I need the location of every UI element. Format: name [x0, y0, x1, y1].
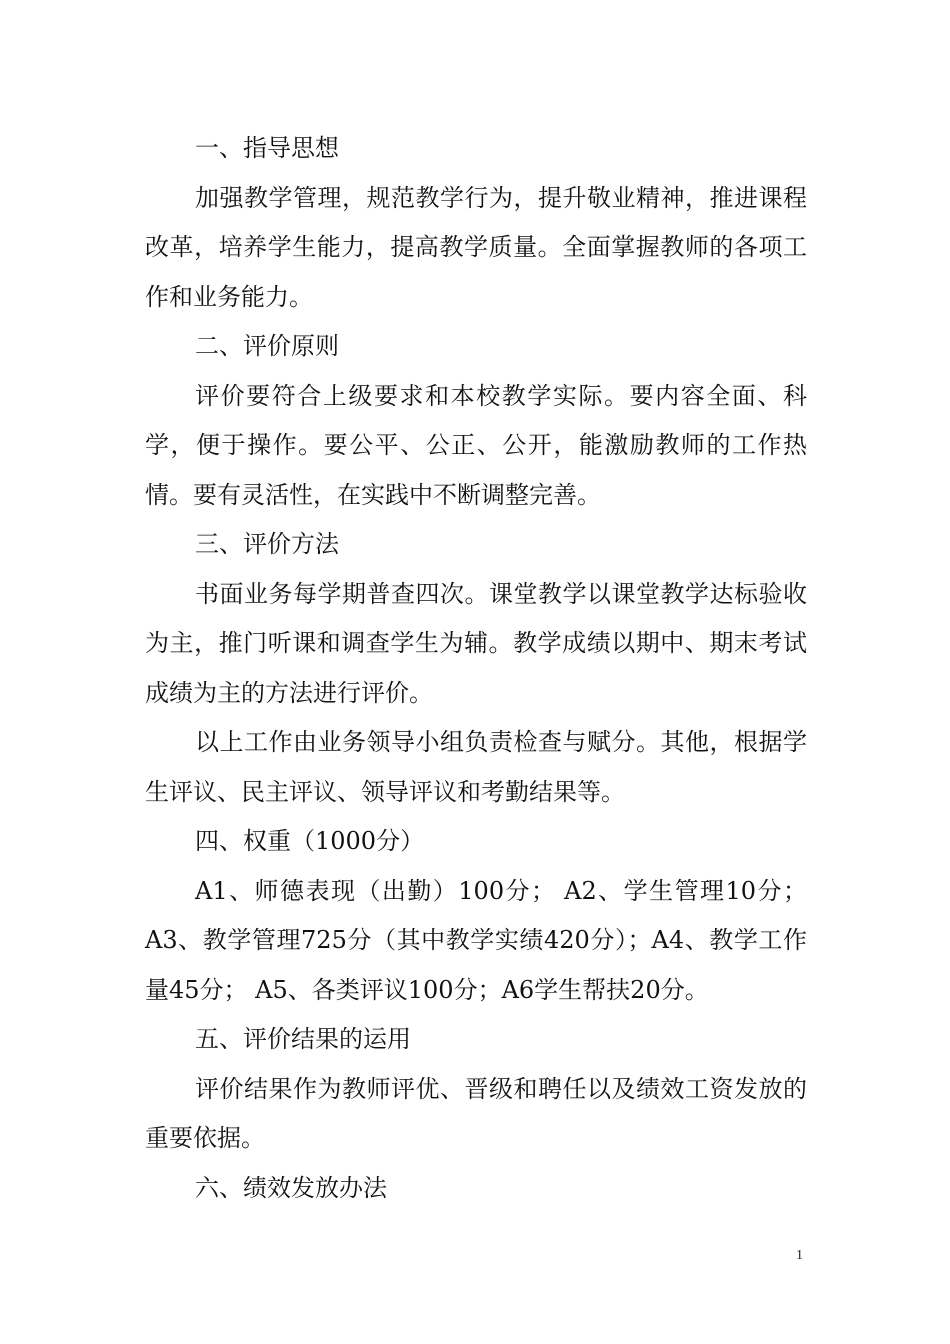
section-heading: 一、指导思想	[195, 134, 339, 162]
section-heading: 四、权重（1000分）	[195, 827, 425, 855]
section-paragraph: 评价结果作为教师评优、晋级和聘任以及绩效工资发放的重要依据。	[145, 1074, 807, 1152]
page-number: 1	[796, 1248, 803, 1263]
section-paragraph: 以上工作由业务领导小组负责检查与赋分。其他，根据学生评议、民主评议、领导评议和考勤结果等。	[145, 728, 807, 806]
section-heading: 二、评价原则	[195, 332, 339, 360]
section-paragraph: 加强教学管理，规范教学行为，提升敬业精神，推进课程改革，培养学生能力，提高教学质量。全面掌握教师的各项工作和业务能力。	[145, 183, 807, 311]
section-paragraph: 书面业务每学期普查四次。课堂教学以课堂教学达标验收为主，推门听课和调查学生为辅。教学成绩以期中、期末考试成绩为主的方法进行评价。	[145, 579, 807, 707]
section-paragraph: A1、师德表现（出勤）100分； A2、学生管理10分；A3、教学管理725分（其中教学实绩420分）；A4、教学工作量45分； A5、各类评议100分；A6学生帮扶20分。	[145, 876, 807, 1004]
section-heading: 五、评价结果的运用	[195, 1025, 411, 1053]
section-heading: 六、绩效发放办法	[195, 1173, 387, 1202]
section-paragraph: 评价要符合上级要求和本校教学实际。要内容全面、科学，便于操作。要公平、公正、公开，能激励教师的工作热情。要有灵活性，在实践中不断调整完善。	[145, 381, 807, 509]
document-body	[145, 124, 807, 1213]
section-heading: 三、评价方法	[195, 530, 339, 558]
